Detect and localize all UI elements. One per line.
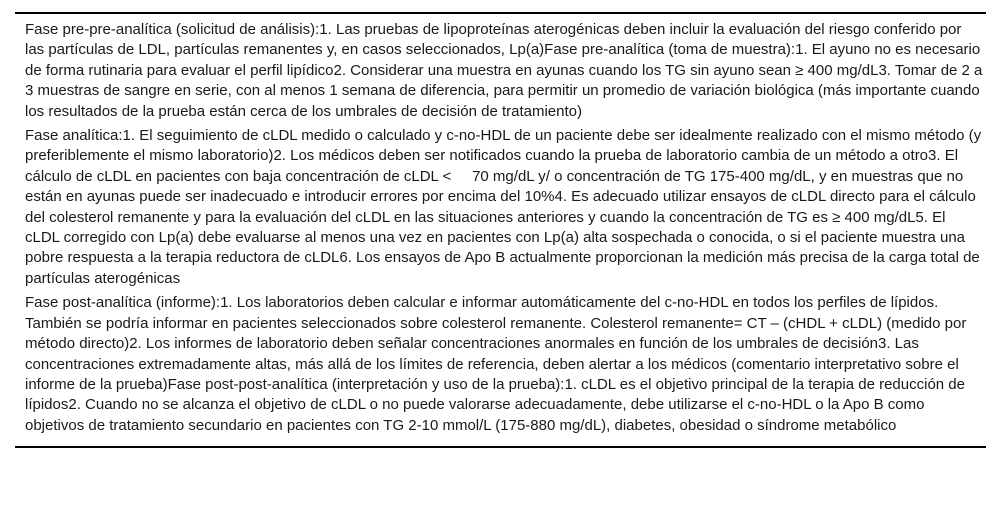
- table-cell: [15, 14, 986, 446]
- paragraph-post-analytic-and-post-post-analytic-phase: Fase post-analítica (informe):1. Los laboratorios deben calcular e informar automáticamente del c-no-HDL en todos los perfiles de lípidos. También se podría informar en pacientes seleccionados sobre colesterol remanente. Colesterol remanente= CT – (cHDL + cLDL) (medido por método directo)2. Los informes de laboratorio deben señalar concentraciones anormales en función de los umbrales de decisión3. Las concentraciones extremadamente altas, más allá de los límites de referencia, deben alertar a los médicos (comentario interpretativo sobre el informe de la prueba)Fase post-post-analítica (interpretación y uso de la prueba):1. cLDL es el objetivo principal de la terapia de reducción de lípidos2. Cuando no se alcanza el objetivo de cLDL o no puede valorarse adecuadamente, debe utilizarse el c-no-HDL o la Apo B como objetivos de tratamiento secundario en pacientes con TG 2-10 mmol/L (175-880 mg/dL), diabetes, obesidad o síndrome metabólico: [25, 294, 967, 434]
- paragraph-pre-pre-analytic-and-pre-analytic-phase: Fase pre-pre-analítica (solicitud de análisis):1. Las pruebas de lipoproteínas aterogénicas deben incluir la evaluación del riesgo conferido por las partículas de LDL, partículas remanentes y, en casos seleccionados, Lp(a)Fase pre-analítica (toma de muestra):1. El ayuno no es necesario de forma rutinaria para evaluar el perfil lipídico2. Considerar una muestra en ayunas cuando los TG sin ayuno sean ≥ 400 mg/dL3. Tomar de 2 a 3 muestras de sangre en serie, con al menos 1 semana de diferencia, para permitir un promedio de variación biológica (más importante cuando los resultados de la prueba están cerca de los umbrales de decisión de tratamiento): [25, 21, 983, 120]
- lipid-testing-phases-table: [15, 12, 986, 448]
- paragraph-analytic-phase: Fase analítica:1. El seguimiento de cLDL medido o calculado y c-no-HDL de un paciente debe ser idealmente realizado con el mismo método (y preferiblemente el mismo laboratorio)2. Los médicos deben ser notificados cuando la prueba de laboratorio cambia de un método a otro3. El cálculo de cLDL en pacientes con baja concentración de cLDL < 70 mg/dL y/ o concentración de TG 175-400 mg/dL, y en muestras que no están en ayunas puede ser inadecuado e introducir errores por encima del 10%4. Es adecuado utilizar ensayos de cLDL directo para el cálculo del colesterol remanente y para la evaluación del cLDL en las situaciones anteriores y cuando la concentración de TG es ≥ 400 mg/dL5. El cLDL corregido con Lp(a) debe evaluarse al menos una vez en pacientes con Lp(a) alta sospechada o conocida, o si el paciente muestra una pobre respuesta a la terapia reductora de cLDL6. Los ensayos de Apo B actualmente proporcionan la medición más precisa de la carga total de partículas aterogénicas: [25, 127, 982, 287]
